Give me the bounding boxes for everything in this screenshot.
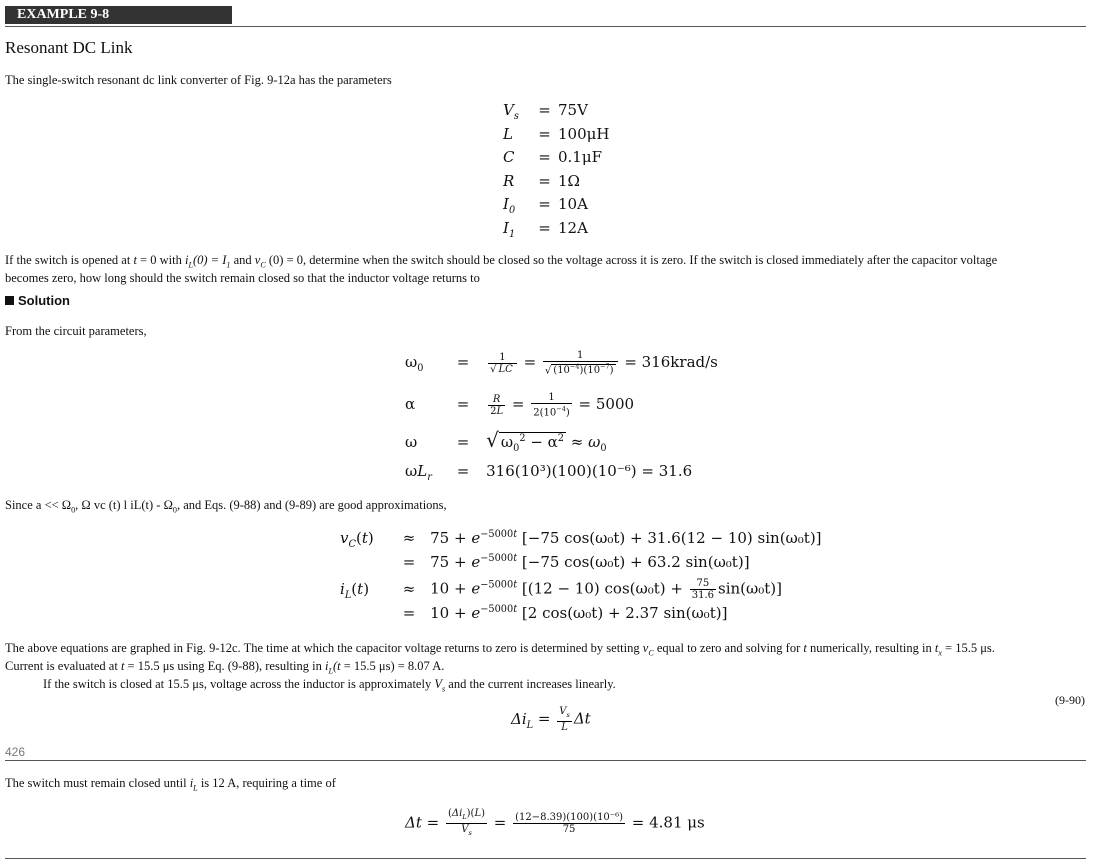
equation-number: (9-90) (1055, 693, 1085, 707)
parameter-symbol: $I_0$ (503, 195, 516, 216)
solution-heading: Solution (5, 293, 70, 308)
example-title: Resonant DC Link (5, 38, 133, 57)
eq-omega0: $\omega_0$ = $\frac{1}{√ LC}$ = $\frac{1}{√ (10^{-4})(10^{-7})}$ = 316krad/s (405, 350, 718, 377)
parameter-symbol: C (503, 148, 515, 166)
parameter-value: 1Ω (558, 171, 580, 190)
parameter-value: 10A (558, 195, 588, 213)
eq-il-1: $i_L(t) \approx 10 + e^{-5000t}$ [(12 − 10) cos(ω₀t) + $\frac{75}{31.6}$ sin(ω₀t)] (340, 578, 782, 601)
parameter-row: C = 0.1μF (503, 148, 603, 166)
parameter-symbol: $I_1$ (503, 218, 516, 240)
bullet-square-icon (5, 296, 14, 305)
eq-omega: ω = √ $\omega_0^2 - \alpha^2 \approx \omega_0$ (405, 428, 607, 454)
parameter-symbol: R (503, 171, 515, 190)
parameter-row: $I_1 = 12A$ (503, 218, 588, 240)
eq-vc-1: $v_C(t) \approx 75 + e^{-5000t}$ [−75 cos(ω₀t) + 31.6(12 − 10) sin(ω₀t)] (340, 529, 822, 550)
eq-omega-lr: $\omega L_r = 316(10^3)(100)(10^{-6}) = 31.6$ (405, 462, 693, 483)
from-params-text: From the circuit parameters, (5, 324, 147, 338)
omega-lr-result: 316(10³)(100)(10⁻⁶) = 31.6 (486, 462, 693, 480)
eq-alpha: α = $\frac{R}{2L}$ = $\frac{1}{2(10^{-4})}$ = 5000 (405, 392, 635, 419)
parameter-row: $I_0 = 10A$ (503, 195, 588, 216)
parameter-list (503, 101, 609, 242)
since-text: Since $a << \Omega_0$, Ω vc (t) l $iL(t) - \Omega_0$, and Eqs. (9-88) and (9-89) are good approximations, (5, 498, 447, 515)
delta-t-result: = 4.81 μs (631, 813, 705, 832)
omega0-result: = 316krad/s (624, 353, 718, 372)
problem-line-1: If the switch is opened at t = 0 with $i_L(0) = I_1$ and $v_C$ (0) = 0, determine when the switch should be closed so the voltage across it is zero. If the switch is closed immediately after the capacitor voltage (5, 253, 998, 270)
parameter-row: $V_s = 75V$ (503, 101, 588, 122)
alpha-result: = 5000 (578, 395, 635, 414)
parameter-row: L = 100μH (503, 124, 610, 143)
page-number: 426 (5, 745, 26, 759)
problem-line-2: becomes zero, how long should the switch remain closed so that the inductor voltage returns to (5, 271, 480, 285)
intro-text: The single-switch resonant dc link converter of Fig. 9-12a has the parameters (5, 73, 392, 87)
current-text: Current is evaluated at t = 15.5 μs using Eq. (9-88), resulting in $i_L(t = 15.5$ μs) = 8.07 A. (5, 659, 445, 676)
header-rule (5, 26, 1086, 27)
parameter-symbol: L (503, 124, 513, 143)
parameter-value: 100μH (558, 124, 610, 143)
parameter-value: 0.1μF (558, 148, 603, 166)
bottom-rule (5, 858, 1086, 859)
graph-text: The above equations are graphed in Fig. 9-12c. The time at which the capacitor voltage returns to zero is determined by setting $v_C$ equal to zero and solving for t numerically, resulting in $t_x = 15.5$ μs. (5, 641, 995, 658)
parameter-symbol: $V_s$ (503, 101, 519, 122)
parameter-value: 75V (558, 101, 588, 119)
eq-vc-2: = $75 + e^{-5000t}$ [−75 cos(ω₀t) + 63.2 sin(ω₀t)] (402, 553, 750, 571)
parameter-row: R = 1Ω (503, 171, 580, 190)
page-rule (5, 760, 1086, 761)
example-banner (5, 6, 232, 24)
example-label: EXAMPLE 9-8 (17, 7, 110, 22)
eq-delta-t: Δt = $\frac{(\Delta i_L)(L)}{V_s}$ = $\frac{\text{(12−8.39)(100)(10⁻⁶)}}{75}$ = 4.81 μs (405, 808, 705, 837)
parameter-value: 12A (558, 218, 588, 237)
remain-text: The switch must remain closed until $i_L$ is 12 A, requiring a time of (5, 776, 336, 793)
closed-text: If the switch is closed at 15.5 μs, voltage across the inductor is approximately $V_s$ and the current increases linearly. (43, 677, 616, 694)
eq-il-2: = $10 + e^{-5000t}$ [2 cos(ω₀t) + 2.37 sin(ω₀t)] (402, 604, 728, 622)
eq-delta-il: $\Delta i_L$ = $\frac{V_s}{L}$ Δt (511, 706, 591, 733)
